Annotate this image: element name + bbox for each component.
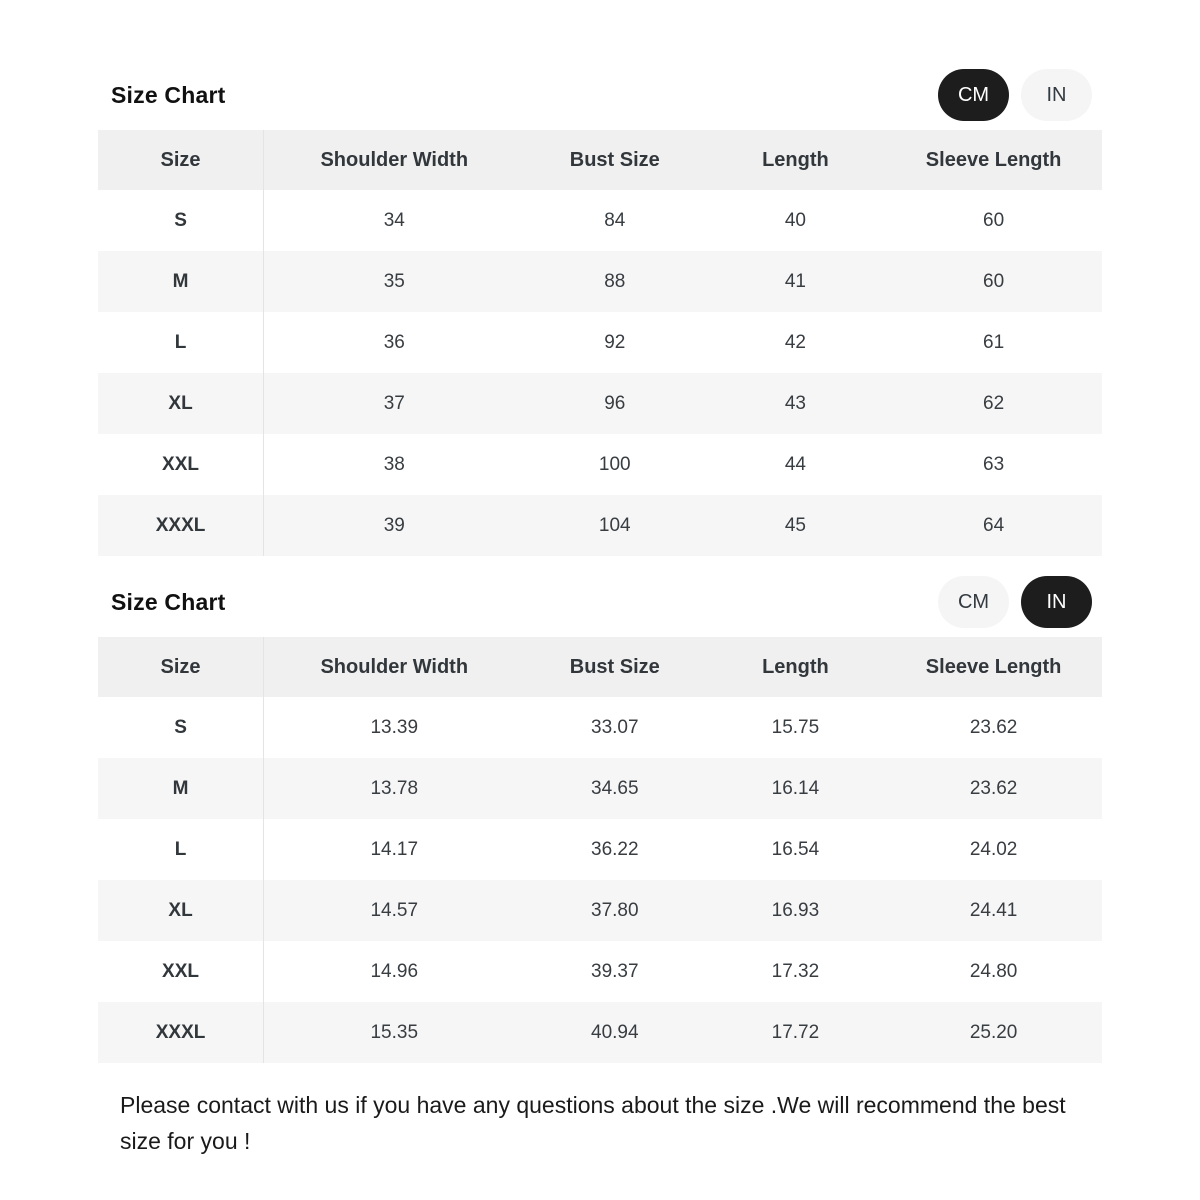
column-header-length: Length [705, 637, 886, 697]
value-cell: 14.57 [370, 899, 419, 921]
value-cell: 104 [598, 514, 631, 536]
table-row [98, 880, 1102, 941]
size-cell: L [98, 819, 264, 880]
value-cell: 13.78 [370, 777, 419, 799]
chart-header [98, 575, 1102, 629]
value-cell: 60 [983, 270, 1005, 292]
value-cell: 100 [598, 453, 631, 475]
table-row [98, 495, 1102, 556]
chart-title: Size Chart [111, 588, 226, 615]
in-toggle-button[interactable]: IN [1021, 69, 1092, 121]
value-cell: 63 [983, 453, 1005, 475]
size-help-note: Please contact with us if you have any questions about the size .We will recommend the best size for you ! [120, 1092, 1066, 1154]
value-cell: 33.07 [591, 716, 639, 738]
column-header-sleeve-length: Sleeve Length [886, 130, 1102, 190]
column-header-size: Size [98, 637, 264, 697]
value-cell: 40 [784, 209, 806, 231]
table-row [98, 190, 1102, 251]
column-header-shoulder-width: Shoulder Width [264, 130, 525, 190]
table-row [98, 758, 1102, 819]
value-cell: 16.54 [771, 838, 820, 860]
value-cell: 36 [383, 331, 405, 353]
size-cell: L [98, 312, 264, 373]
value-cell: 60 [983, 209, 1005, 231]
size-table-cm [98, 130, 1102, 556]
table-row [98, 251, 1102, 312]
value-cell: 15.35 [370, 1021, 419, 1043]
value-cell: 14.96 [370, 960, 419, 982]
size-cell: M [98, 251, 264, 312]
value-cell: 42 [784, 331, 806, 353]
value-cell: 64 [983, 514, 1005, 536]
value-cell: 41 [784, 270, 806, 292]
value-cell: 43 [784, 392, 806, 414]
value-cell: 16.14 [771, 777, 820, 799]
unit-toggle [938, 576, 1092, 628]
value-cell: 24.80 [969, 960, 1018, 982]
value-cell: 37.80 [591, 899, 639, 921]
size-cell: XXL [98, 434, 264, 495]
value-cell: 39 [383, 514, 405, 536]
value-cell: 44 [784, 453, 806, 475]
size-cell: S [98, 190, 264, 251]
value-cell: 14.17 [370, 838, 419, 860]
value-cell: 96 [604, 392, 626, 414]
column-header-shoulder-width: Shoulder Width [264, 637, 525, 697]
table-row [98, 312, 1102, 373]
value-cell: 15.75 [771, 716, 820, 738]
column-header-bust-size: Bust Size [524, 637, 705, 697]
size-cell: XL [98, 373, 264, 434]
column-header-length: Length [705, 130, 886, 190]
table-header-row [98, 130, 1102, 190]
table-row [98, 434, 1102, 495]
size-chart-section-cm [98, 0, 1102, 556]
value-cell: 62 [983, 392, 1005, 414]
table-header-row [98, 637, 1102, 697]
column-header-bust-size: Bust Size [524, 130, 705, 190]
value-cell: 61 [983, 331, 1005, 353]
chart-header [98, 68, 1102, 122]
size-cell: S [98, 697, 264, 758]
size-cell: XXL [98, 941, 264, 1002]
value-cell: 25.20 [969, 1021, 1018, 1043]
size-cell: XL [98, 880, 264, 941]
value-cell: 17.72 [771, 1021, 820, 1043]
value-cell: 39.37 [591, 960, 639, 982]
value-cell: 17.32 [771, 960, 820, 982]
value-cell: 35 [383, 270, 405, 292]
unit-toggle [938, 69, 1092, 121]
cm-toggle-button[interactable]: CM [938, 69, 1009, 121]
value-cell: 16.93 [771, 899, 820, 921]
table-row [98, 697, 1102, 758]
value-cell: 24.02 [969, 838, 1018, 860]
in-toggle-button[interactable]: IN [1021, 576, 1092, 628]
cm-toggle-button[interactable]: CM [938, 576, 1009, 628]
table-row [98, 941, 1102, 1002]
value-cell: 36.22 [591, 838, 639, 860]
size-cell: XXXL [98, 1002, 264, 1063]
value-cell: 24.41 [969, 899, 1018, 921]
value-cell: 23.62 [969, 777, 1018, 799]
value-cell: 34 [383, 209, 405, 231]
value-cell: 84 [604, 209, 626, 231]
size-cell: M [98, 758, 264, 819]
size-chart-section-in [98, 556, 1102, 1063]
value-cell: 45 [784, 514, 806, 536]
column-header-sleeve-length: Sleeve Length [886, 637, 1102, 697]
column-header-size: Size [98, 130, 264, 190]
value-cell: 13.39 [370, 716, 419, 738]
table-row [98, 819, 1102, 880]
table-row [98, 373, 1102, 434]
table-row [98, 1002, 1102, 1063]
value-cell: 37 [383, 392, 405, 414]
value-cell: 88 [604, 270, 626, 292]
value-cell: 92 [604, 331, 626, 353]
value-cell: 38 [383, 453, 405, 475]
value-cell: 34.65 [591, 777, 639, 799]
value-cell: 40.94 [591, 1021, 639, 1043]
size-cell: XXXL [98, 495, 264, 556]
chart-title: Size Chart [111, 81, 226, 108]
size-table-in [98, 637, 1102, 1063]
value-cell: 23.62 [969, 716, 1018, 738]
